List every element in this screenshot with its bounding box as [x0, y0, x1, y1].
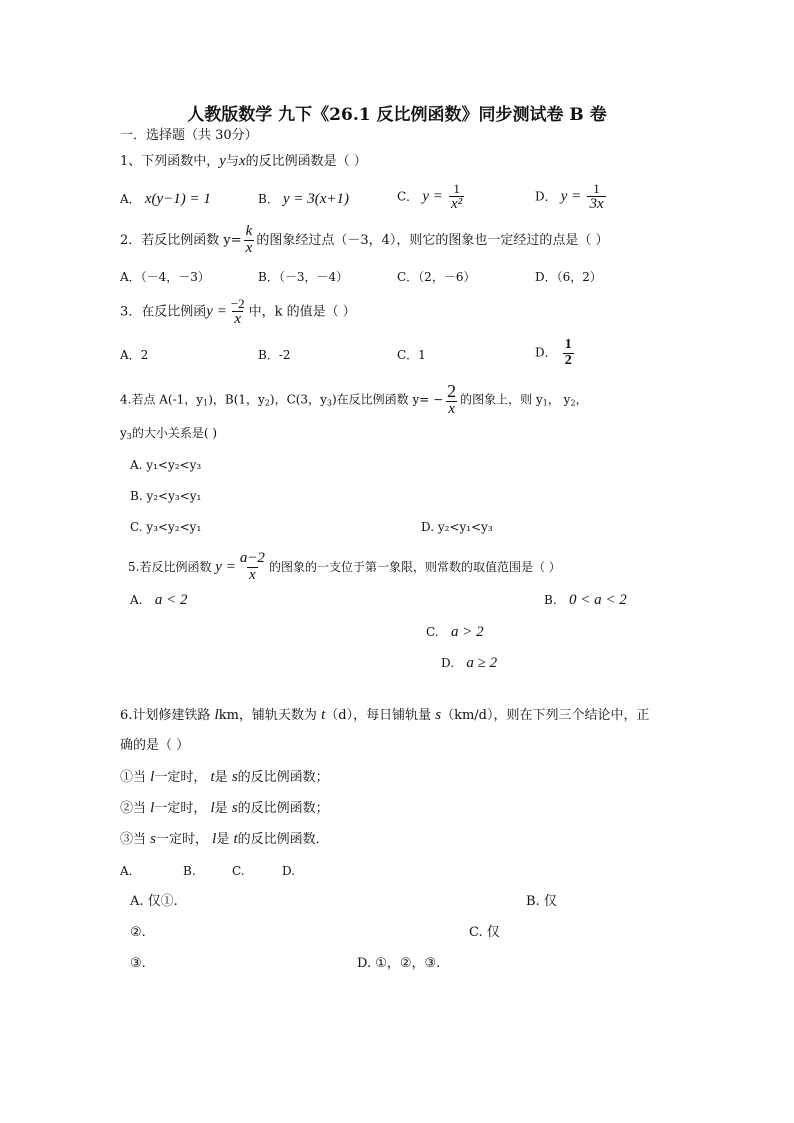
- q6-c3-a: ③当: [120, 832, 147, 847]
- q6-c3-b: 一定时，: [156, 832, 209, 847]
- q1-stem-c: 的反比例函数是（ ）: [245, 154, 367, 169]
- q3-d-den: 2: [564, 352, 572, 368]
- q4-sub-1a: 1: [203, 398, 209, 408]
- q1-c-label: C．: [397, 189, 419, 204]
- q6-conclusion-1: [120, 770, 329, 785]
- q4-stem-b: )，B(1，y: [208, 392, 265, 407]
- q6-var-t: t: [321, 707, 326, 723]
- q4-line2-a: y: [120, 426, 127, 440]
- q6-c3-c: 是: [216, 832, 230, 847]
- q2-option-d[interactable]: D．（6，2）: [535, 270, 602, 284]
- q6-c2-b: 一定时，: [154, 801, 207, 816]
- q1-d-num: 1: [593, 181, 600, 196]
- q6-var-l: l: [214, 707, 219, 723]
- q6-c2-var1: l: [150, 800, 155, 816]
- q5-stem-a: 5.若反比例函数: [128, 559, 212, 574]
- q6-stem: [120, 708, 649, 723]
- q3-option-b[interactable]: B．-2: [258, 348, 291, 362]
- q2-option-a[interactable]: A．（－4，－3）: [120, 270, 210, 284]
- q6-c3-var3: t: [233, 831, 238, 847]
- q4-fraction: [445, 382, 458, 418]
- q6-conclusion-3: [120, 832, 329, 847]
- q4-stem-g: ，: [575, 392, 588, 407]
- q5-a-label: A.: [130, 593, 143, 607]
- q5-fraction: [238, 551, 267, 584]
- q1-a-expr: x(y−1) = 1: [144, 191, 211, 207]
- q1-option-d[interactable]: [535, 182, 608, 212]
- q5-c-label: C.: [426, 625, 439, 639]
- q3-option-d[interactable]: [535, 338, 576, 368]
- q5-c-expr: a > 2: [450, 624, 484, 640]
- q1-option-c[interactable]: [397, 182, 466, 212]
- q2-option-b[interactable]: B．（－3，－4）: [258, 270, 349, 284]
- q6-c2-var3: s: [231, 800, 238, 816]
- q6-c1-var1: l: [150, 769, 155, 785]
- q4-num: 2: [447, 381, 457, 401]
- q3-stem-a: 3．在反比例函: [120, 304, 207, 320]
- q6-stem-b: km，铺轨天数为: [218, 708, 317, 723]
- q6-c2-d: 的反比例函数；: [237, 801, 329, 816]
- q4-stem-e: 的图象上，则 y: [460, 392, 543, 407]
- q2-den: x: [245, 239, 253, 256]
- q1-b-label: B．: [258, 192, 279, 206]
- q5-b-label: B.: [544, 593, 557, 607]
- q3-den: x: [234, 310, 242, 327]
- q4-stem-f: ， y: [547, 392, 571, 407]
- q3-stem-b: 中，k 的值是（ ）: [248, 304, 356, 320]
- q4-sub-3b: 3: [126, 432, 132, 441]
- q6-stem-c: （d），每日铺轨量: [325, 708, 432, 723]
- q6-abcd-d: D.: [282, 864, 296, 878]
- q6-c1-c: 是: [214, 770, 228, 785]
- q6-c1-b: 一定时，: [154, 770, 207, 785]
- q6-option-a[interactable]: A. 仅①.: [130, 894, 178, 909]
- section-header: 一．选择题（共 30分）: [120, 128, 258, 143]
- q2-num: k: [245, 223, 253, 239]
- q3-stem: [120, 297, 356, 327]
- q6-c1-a: ①当: [120, 770, 147, 785]
- q3-fraction: [229, 297, 247, 327]
- q6-option-b[interactable]: B. 仅: [526, 894, 557, 909]
- q5-option-d[interactable]: [441, 656, 497, 671]
- q4-option-a[interactable]: A. y₁<y₂<y₃: [130, 458, 202, 472]
- page-title: 人教版数学 九下《26.1 反比例函数》同步测试卷 B 卷: [187, 105, 607, 125]
- q1-c-den: x²: [451, 195, 463, 212]
- q5-a-expr: a < 2: [154, 592, 188, 608]
- q6-abcd-a: A.: [120, 864, 133, 878]
- q6-option-d[interactable]: D. ①，②，③.: [357, 956, 441, 971]
- q1-a-label: A．: [120, 192, 141, 206]
- q6-abcd-b: B.: [183, 864, 196, 878]
- q6-stem-a: 6.计划修建铁路: [120, 708, 211, 723]
- q1-d-den: 3x: [589, 195, 604, 212]
- q6-option-c[interactable]: C. 仅: [469, 925, 500, 940]
- q1-d-fraction: [587, 182, 605, 212]
- q1-stem: [120, 154, 367, 169]
- q4-sub-2a: 2: [264, 398, 270, 408]
- q1-stem-a: 1、下列函数中，: [120, 154, 220, 169]
- q1-c-fraction: [449, 182, 464, 212]
- q1-option-a[interactable]: [120, 192, 211, 207]
- q6-option-b-cont: ②.: [130, 925, 146, 940]
- q4-sub-2b: 2: [570, 398, 576, 408]
- q5-d-expr: a ≥ 2: [466, 655, 498, 671]
- q5-b-expr: 0 < a < 2: [569, 592, 627, 608]
- q1-option-b[interactable]: [258, 192, 349, 207]
- q6-c3-var2: l: [212, 831, 217, 847]
- q6-c1-d: 的反比例函数；: [237, 770, 329, 785]
- q6-c3-d: 的反比例函数．: [237, 832, 329, 847]
- q1-var-y: y: [219, 153, 226, 169]
- q1-c-num: 1: [453, 181, 460, 196]
- q2-fraction: [244, 224, 255, 257]
- q6-c3-var1: s: [150, 831, 156, 847]
- q5-option-c[interactable]: [426, 625, 484, 640]
- q6-stem-line2: 确的是（ ）: [120, 738, 190, 753]
- q3-d-num: 1: [564, 337, 572, 352]
- q4-stem-line2: [120, 427, 217, 441]
- q6-c1-var2: t: [210, 769, 215, 785]
- q1-b-expr: y = 3(x+1): [282, 191, 350, 207]
- q5-den: x: [249, 566, 256, 583]
- q4-sub-1b: 1: [542, 398, 548, 408]
- q3-d-label: D．: [535, 345, 557, 360]
- q3-option-c[interactable]: C．1: [397, 348, 426, 362]
- q6-c2-a: ②当: [120, 801, 147, 816]
- q6-stem-d: （km/d），则在下列三个结论中，正: [441, 708, 650, 723]
- q5-d-label: D.: [441, 656, 455, 670]
- q3-lhs: y =: [206, 303, 227, 320]
- q4-line2-b: 的大小关系是( ): [131, 426, 218, 440]
- q1-d-label: D．: [535, 189, 557, 204]
- q2-stem: [120, 224, 609, 257]
- q5-lhs: y =: [215, 558, 236, 575]
- q3-num: −2: [230, 296, 245, 311]
- q5-stem-b: 的图象的一支位于第一象限，则常数的取值范围是（ ）: [268, 559, 561, 574]
- q4-stem: [120, 382, 588, 418]
- q1-c-lhs: y =: [422, 188, 443, 205]
- q5-option-b[interactable]: [544, 593, 627, 608]
- q1-d-lhs: y =: [560, 188, 582, 205]
- q2-option-c[interactable]: C．（2，－6）: [397, 270, 476, 284]
- q6-c1-var3: s: [231, 769, 238, 785]
- q4-option-b[interactable]: B. y₂<y₃<y₁: [130, 489, 202, 503]
- q4-option-d[interactable]: D. y₂<y₁<y₃: [421, 520, 493, 534]
- q4-option-c[interactable]: C. y₃<y₂<y₁: [130, 520, 202, 534]
- q4-den: x: [448, 400, 455, 417]
- q6-abcd-c: C.: [232, 864, 245, 878]
- q2-stem-b: 的图象经过点（－3，4），则它的图象也一定经过的点是（ ）: [256, 232, 609, 248]
- q5-stem: [128, 551, 561, 584]
- q6-var-s: s: [435, 707, 442, 723]
- q4-stem-c: )，C(3，y: [269, 392, 327, 407]
- q5-option-a[interactable]: [130, 593, 188, 608]
- q4-stem-a: 4.若点 A(-1，y: [120, 392, 204, 407]
- q6-conclusion-2: [120, 801, 329, 816]
- q3-option-a[interactable]: A．2: [120, 348, 149, 362]
- q6-c2-var2: l: [210, 800, 215, 816]
- q2-stem-a: 2．若反比例函数 y=: [120, 232, 242, 248]
- q1-stem-b: 与: [225, 154, 239, 169]
- q1-var-x: x: [238, 153, 246, 169]
- q3-d-fraction: [563, 338, 574, 368]
- q4-sub-3a: 3: [326, 398, 332, 408]
- q6-c2-c: 是: [214, 801, 228, 816]
- q4-stem-d: )在反比例函数 y= −: [331, 392, 444, 407]
- q5-num: a−2: [239, 550, 265, 566]
- q6-option-c-cont: ③.: [130, 956, 146, 971]
